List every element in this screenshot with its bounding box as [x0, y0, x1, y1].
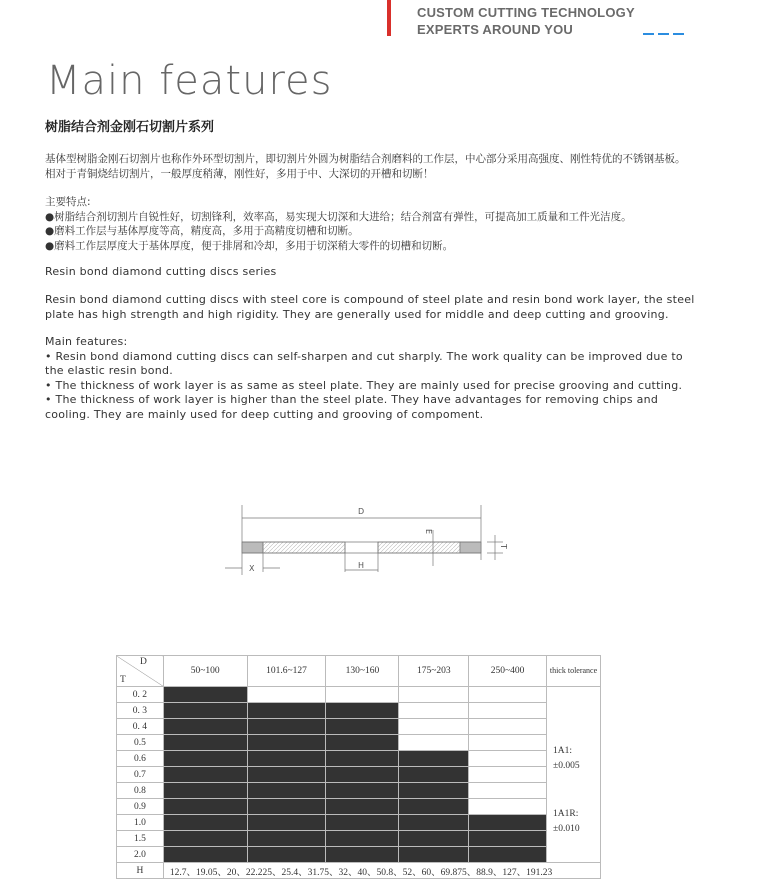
available-cell: [163, 799, 247, 815]
available-cell: [399, 847, 469, 863]
available-cell: [163, 831, 247, 847]
table-row: [117, 847, 601, 863]
available-cell: [163, 703, 247, 719]
available-cell: [163, 687, 247, 703]
en-heading: Resin bond diamond cutting discs series: [45, 265, 277, 278]
en-features: [45, 335, 695, 422]
corner-d: D: [139, 657, 147, 667]
available-cell: [247, 783, 326, 799]
col-header: 130~160: [326, 656, 399, 687]
tol-1a1-value: ±0.005: [553, 761, 580, 771]
cn-feature: ●磨料工作层厚度大于基体厚度，便于排屑和冷却，多用于切深稍大零件的切槽和切断。: [45, 239, 454, 252]
available-cell: [399, 767, 469, 783]
table-row: [117, 799, 601, 815]
en-feature: • The thickness of work layer is higher than the steel plate. They have advantages for removing chips and cooling. They are mainly used for deep cutting and grooving of compoment.: [45, 393, 659, 421]
available-cell: [247, 767, 326, 783]
empty-cell: [469, 767, 547, 783]
available-cell: [326, 719, 399, 735]
t-value: 2.0: [117, 847, 164, 863]
tolerance-header: thick tolerance: [547, 656, 601, 687]
label-x: X: [249, 564, 255, 573]
en-intro: Resin bond diamond cutting discs with steel core is compound of steel plate and resin bond work layer, the steel plate has high strength and high rigidity. They are generally used for middle and deep cutting and grooving.: [45, 293, 695, 321]
label-d: D: [358, 507, 365, 516]
en-feature: • The thickness of work layer is as same as steel plate. They are mainly used for precise grooving and cutting.: [45, 378, 683, 392]
available-cell: [326, 799, 399, 815]
available-cell: [326, 703, 399, 719]
cn-features-label: 主要特点:: [45, 196, 91, 208]
empty-cell: [469, 687, 547, 703]
cn-feature: ●磨料工作层与基体厚度等高，精度高，多用于高精度切槽和切断。: [45, 225, 359, 237]
available-cell: [163, 735, 247, 751]
available-cell: [326, 735, 399, 751]
available-cell: [247, 847, 326, 863]
t-value: 0.9: [117, 799, 164, 815]
col-header: 50~100: [163, 656, 247, 687]
available-cell: [469, 847, 547, 863]
available-cell: [247, 815, 326, 831]
empty-cell: [399, 719, 469, 735]
t-value: 0. 3: [117, 703, 164, 719]
empty-cell: [469, 783, 547, 799]
empty-cell: [469, 751, 547, 767]
col-header: 101.6~127: [247, 656, 326, 687]
t-value: 1.0: [117, 815, 164, 831]
cn-intro: 基体型树脂金刚石切割片也称作外环型切割片，即切割片外圆为树脂结合剂磨料的工作层，中心部分采用高强度、刚性特优的不锈钢基板。相对于青铜烧结切割片，一般厚度稍薄，刚性好，多用于中、大深切的开槽和切断！: [45, 153, 686, 180]
available-cell: [326, 831, 399, 847]
t-value: 0.7: [117, 767, 164, 783]
available-cell: [326, 767, 399, 783]
empty-cell: [469, 799, 547, 815]
table-row: [117, 687, 601, 703]
available-cell: [163, 751, 247, 767]
page-title: Main features: [46, 58, 333, 104]
h-values: 12.7、19.05、20、22.225、25.4、31.75、32、40、50.8、52、60、69.875、88.9、127、191.23: [163, 863, 600, 879]
corner-cell: [117, 656, 164, 687]
available-cell: [163, 767, 247, 783]
available-cell: [469, 831, 547, 847]
corner-t: T: [120, 675, 126, 685]
label-t: T: [499, 544, 508, 549]
available-cell: [399, 751, 469, 767]
table-row: [117, 783, 601, 799]
available-cell: [399, 831, 469, 847]
empty-cell: [247, 687, 326, 703]
available-cell: [247, 751, 326, 767]
available-cell: [399, 815, 469, 831]
t-value: 0.8: [117, 783, 164, 799]
empty-cell: [469, 703, 547, 719]
t-value: 0.6: [117, 751, 164, 767]
table-row: [117, 815, 601, 831]
available-cell: [399, 783, 469, 799]
col-header: 175~203: [399, 656, 469, 687]
col-header: 250~400: [469, 656, 547, 687]
table-row: [117, 751, 601, 767]
accent-bar: [387, 0, 391, 36]
available-cell: [326, 751, 399, 767]
available-cell: [469, 815, 547, 831]
available-cell: [326, 783, 399, 799]
available-cell: [163, 719, 247, 735]
tolerance-cell: [547, 687, 601, 863]
cn-heading: 树脂结合剂金刚石切割片系列: [45, 120, 215, 135]
empty-cell: [326, 687, 399, 703]
tagline-line-2: EXPERTS AROUND YOU: [417, 22, 574, 37]
h-row: [117, 863, 601, 879]
en-features-label: Main features:: [45, 335, 128, 348]
tagline: [417, 4, 635, 38]
t-value: 0. 4: [117, 719, 164, 735]
available-cell: [326, 847, 399, 863]
available-cell: [247, 719, 326, 735]
available-cell: [247, 831, 326, 847]
h-label: H: [117, 863, 164, 879]
empty-cell: [399, 703, 469, 719]
available-cell: [326, 815, 399, 831]
table-row: [117, 767, 601, 783]
available-cell: [163, 783, 247, 799]
available-cell: [247, 703, 326, 719]
empty-cell: [399, 687, 469, 703]
dash-decoration: [643, 33, 684, 35]
tol-1a1r: 1A1R:: [553, 809, 579, 819]
available-cell: [163, 815, 247, 831]
label-e: E: [424, 529, 433, 535]
table-row: [117, 735, 601, 751]
spec-table: [116, 655, 601, 879]
disc-diagram: [225, 500, 515, 580]
available-cell: [247, 799, 326, 815]
available-cell: [247, 735, 326, 751]
table-row: [117, 831, 601, 847]
tol-1a1r-value: ±0.010: [553, 824, 580, 834]
tol-1a1: 1A1:: [553, 746, 573, 756]
t-value: 0.5: [117, 735, 164, 751]
label-h: H: [358, 561, 365, 570]
cn-feature: ●树脂结合剂切割片自锐性好，切割锋利，效率高，易实现大切深和大进给；结合剂富有弹性，可提高加工质量和工件光洁度。: [45, 210, 632, 223]
cn-features: [45, 195, 695, 253]
en-feature: • Resin bond diamond cutting discs can self-sharpen and cut sharply. The work quality can be improved due to the elastic resin bond.: [45, 349, 683, 377]
empty-cell: [399, 735, 469, 751]
t-value: 1.5: [117, 831, 164, 847]
available-cell: [163, 847, 247, 863]
empty-cell: [469, 735, 547, 751]
table-row: [117, 703, 601, 719]
t-value: 0. 2: [117, 687, 164, 703]
tagline-line-1: CUSTOM CUTTING TECHNOLOGY: [417, 5, 635, 20]
available-cell: [399, 799, 469, 815]
table-row: [117, 719, 601, 735]
empty-cell: [469, 719, 547, 735]
